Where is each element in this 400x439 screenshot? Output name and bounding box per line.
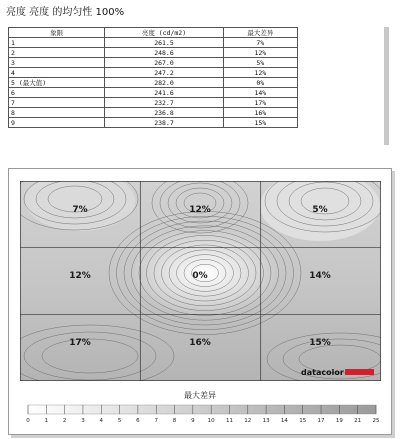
table-cell-diff: 7% — [223, 38, 297, 48]
difference-scale — [20, 401, 381, 425]
table-body — [9, 38, 298, 128]
cell-label-8: 16% — [189, 338, 211, 348]
table-cell-diff: 16% — [223, 108, 297, 118]
scale-tick-label: 11 — [225, 418, 233, 424]
scale-tick-label: 25 — [372, 418, 380, 424]
scale-tick-label: 10 — [207, 418, 215, 424]
table-row — [9, 38, 298, 48]
scale-tick-label: 0 — [26, 418, 30, 424]
table-cell-diff: 15% — [223, 118, 297, 128]
table-row — [9, 78, 298, 88]
table-cell-luminance: 241.6 — [105, 88, 223, 98]
header-quadrant: 象限 — [9, 28, 105, 38]
cell-label-1: 7% — [72, 205, 88, 215]
datacolor-logo-bar — [345, 369, 374, 375]
scale-tick-label: 15 — [299, 418, 307, 424]
cell-label-4: 12% — [69, 271, 91, 281]
table-cell-luminance: 236.8 — [105, 108, 223, 118]
table-cell-quadrant: 9 — [9, 118, 105, 128]
cell-label-2: 12% — [189, 205, 211, 215]
uniformity-table-container — [8, 27, 386, 128]
scale-tick-label: 3 — [81, 418, 85, 424]
cell-label-6: 14% — [309, 271, 331, 281]
table-cell-diff: 12% — [223, 68, 297, 78]
cell-label-3: 5% — [312, 205, 328, 215]
header-luminance: 亮度 (cd/m2) — [105, 28, 223, 38]
table-cell-quadrant: 2 — [9, 48, 105, 58]
table-row — [9, 98, 298, 108]
table-cell-quadrant: 1 — [9, 38, 105, 48]
table-cell-luminance: 232.7 — [105, 98, 223, 108]
table-row — [9, 118, 298, 128]
table-cell-quadrant: 4 — [9, 68, 105, 78]
cell-label-9: 15% — [309, 338, 331, 348]
scale-title: 最大差异 — [184, 391, 216, 400]
table-cell-diff: 17% — [223, 98, 297, 108]
table-cell-diff: 12% — [223, 48, 297, 58]
scale-tick-label: 8 — [172, 418, 177, 424]
scale-tick-label: 17 — [317, 418, 325, 424]
table-row — [9, 88, 298, 98]
table-cell-luminance: 238.7 — [105, 118, 223, 128]
table-cell-luminance: 248.6 — [105, 48, 223, 58]
table-cell-luminance: 261.5 — [105, 38, 223, 48]
table-cell-quadrant: 7 — [9, 98, 105, 108]
table-cell-luminance: 282.0 — [105, 78, 223, 88]
scale-tick-label: 13 — [262, 418, 270, 424]
table-row — [9, 58, 298, 68]
table-row — [9, 68, 298, 78]
scale-tick-label: 1 — [44, 418, 49, 424]
table-cell-luminance: 267.0 — [105, 58, 223, 68]
table-cell-quadrant: 6 — [9, 88, 105, 98]
scale-gradient-bar — [28, 405, 376, 414]
table-row — [9, 48, 298, 58]
scale-tick-label: 5 — [117, 418, 122, 424]
table-row — [9, 108, 298, 118]
table-cell-quadrant: 5 (最大值) — [9, 78, 105, 88]
uniformity-table — [8, 27, 298, 128]
scale-tick-label: 7 — [154, 418, 158, 424]
scale-tick-label: 19 — [335, 418, 343, 424]
scale-tick-label: 9 — [191, 418, 195, 424]
scale-tick-label: 4 — [99, 418, 104, 424]
table-cell-diff: 5% — [223, 58, 297, 68]
table-cell-luminance: 247.2 — [105, 68, 223, 78]
table-cell-diff: 0% — [223, 78, 297, 88]
scale-tick-label: 2 — [62, 418, 67, 424]
cell-label-7: 17% — [69, 338, 91, 348]
datacolor-logo: datacolor — [301, 368, 344, 377]
header-max-diff: 最大差异 — [223, 28, 297, 38]
table-cell-quadrant: 8 — [9, 108, 105, 118]
uniformity-chart-panel — [8, 168, 392, 435]
scale-tick-label: 21 — [354, 418, 362, 424]
table-cell-quadrant: 3 — [9, 58, 105, 68]
scale-tick-label: 6 — [136, 418, 140, 424]
table-header-row — [9, 28, 298, 38]
scale-tick-label: 12 — [244, 418, 252, 424]
uniformity-heatmap — [20, 181, 381, 381]
page-title: 亮度 亮度 的均匀性 100% — [6, 7, 125, 18]
cell-label-5: 0% — [192, 271, 208, 281]
scale-tick-label: 14 — [280, 418, 288, 424]
table-shadow — [384, 27, 389, 145]
table-cell-diff: 14% — [223, 88, 297, 98]
